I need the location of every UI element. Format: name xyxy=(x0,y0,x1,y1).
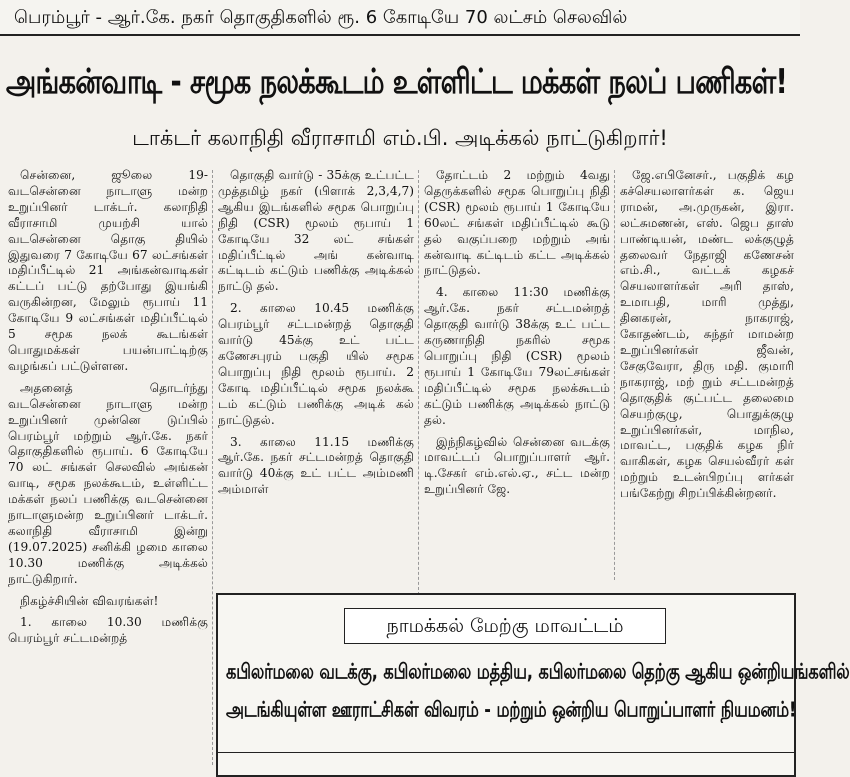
paragraph: 3. காலை 11.15 மணிக்கு ஆர்.கே. நகர் சட்டமன்றத் தொகுதி வார்டு 40க்கு உட் பட்ட அம்மணி அம்மாள் xyxy=(218,434,414,497)
paragraph: தொகுதி வார்டு - 35க்கு உட்பட்ட முத்தமிழ் நகர் (பிளாக் 2,3,4,7) ஆகிய இடங்களில் சமூக பொறுப்பு நிதி (CSR) மூலம் ரூபாய் 1 கோடியே 32 லட் சங்கள் மதிப்பீட்டில் அங் கன்வாடி கட்டிடம் கட்டும் பணிக்கு அடிக்கல் நாட்டு தல். xyxy=(218,168,414,294)
notice-continuation-strip xyxy=(218,752,794,775)
column-divider xyxy=(614,170,615,580)
headline: அங்கன்வாடி - சமூக நலக்கூடம் உள்ளிட்ட மக்கள் நலப் பணிகள்! xyxy=(6,63,788,102)
kicker-line: பெரம்பூர் - ஆர்.கே. நகர் தொகுதிகளில் ரூ. 6 கோடியே 70 லட்சம் செலவில் xyxy=(0,0,800,36)
paragraph: அதனைத் தொடர்ந்து வடசென்னை நாடாளு மன்ற உறுப்பினர் முன்னெ டுப்பில் பெரம்பூர் மற்றும் ஆர்.கே. நகர் தொகுதிகளில் ரூபாய். 6 கோடியே 70 லட் சங்கள் செலவில் அங்கன் வாடி, சமூக நலக்கூடம், உள்ளிட்ட மக்கள் நலப் பணிக்கு வடசென்னை நாடாளுமன்ற உறுப்பினர் டாக்டர். கலாநிதி வீராசாமி இன்று (19.07.2025) சனிக்கி ழமை காலை 10.30 மணிக்கு அடிக்கல் நாட்டுகிறார். xyxy=(8,380,208,586)
paragraph: ஜே.எபினேசர்., பகுதிக் கழ கச்செயலாளர்கள் க. ஜெய ராமன், அ.முருகன், இரா. லட்சுமணன், எஸ். ஜெப தாஸ் பாண்டியன், மண்ட லக்குழுத் தலைவர் நேதாஜி கணேசன் எம்.சி., வட்டக் கழகச் செயலாளர்கள் அரி தாஸ், உமாபதி, மாரி முத்து, தினகரன், நாகராஜ், கோதண்டம், சுந்தர் மாமன்ற உறுப்பினர்கள் ஜீவன், சேகுவேரா, திரு மதி. குமாரி நாகராஜ், மற் றும் சட்டமன்றத் தொகுதிக் குட்பட்ட தலைமை செயற்குழு, பொதுக்குழு உறுப்பினர்கள், மாநில, மாவட்ட, பகுதிக் கழக நிர் வாகிகள், கழக செயல்வீரர் கள் மற்றும் உடன்பிறப்பு ளர்கள் பங்கேற்று சிறப்பிக்கின்றனர். xyxy=(620,168,794,501)
paragraph: இந்நிகழ்வில் சென்னை வடக்கு மாவட்டப் பொறுப்பாளர் ஆர். டி.சேகர் எம்.எல்.ஏ., சட்ட மன்ற உறுப்பினர் ஜே. xyxy=(424,434,610,497)
paragraph: சென்னை, ஜூலை 19- வடசென்னை நாடாளு மன்ற உறுப்பினர் டாக்டர். கலாநிதி வீராசாமி முயற்சி யால் வடசென்னை தொகு தியில் இதுவரை 7 கோடியே 67 லட்சங்கள் மதிப்பீட்டில் 21 அங்கன்வாடிகள் கட்டப் பட்டு தற்போது இயங்கி வருகின்றன, மேலும் ரூபாய் 11 கோடியே 9 லட்சங்கள் மதிப்பீட்டில் 5 சமூக நலக் கூடங்கள் பொதுமக்கள் பயன்பாட்டிற்கு வழங்கப் பட்டுள்ளன. xyxy=(8,168,208,373)
notice-headline-1: கபிலர்மலை வடக்கு, கபிலர்மலை மத்திய, கபிலர்மலை தெற்கு ஆகிய ஒன்றியங்களில் xyxy=(226,659,850,684)
paragraph: 2. காலை 10.45 மணிக்கு பெரம்பூர் சட்டமன்றத் தொகுதி வார்டு 45க்கு உட் பட்ட கணேசபுரம் பகுதி யில் சமூக பொறுப்பு நிதி மூலம் ரூபாய். 2 கோடி மதிப்பீட்டில் சமூக நலக்கூ டம் கட்டும் பணிக்கு அடிக் கல் நாட்டுதல். xyxy=(218,301,414,427)
notice-title: நாமக்கல் மேற்கு மாவட்டம் xyxy=(344,608,666,644)
article-column-4 xyxy=(620,168,794,598)
notice-box xyxy=(216,593,850,777)
subheadline: டாக்டர் கலாநிதி வீராசாமி எம்.பி. அடிக்கல் நாட்டுகிறார்! xyxy=(132,126,668,150)
paragraph: 1. காலை 10.30 மணிக்கு பெரம்பூர் சட்டமன்றத் xyxy=(8,615,208,646)
article-column-3 xyxy=(424,168,610,608)
column-divider xyxy=(212,170,213,765)
article-column-1 xyxy=(8,168,208,768)
paragraph: நிகழ்ச்சியின் விவரங்கள்! xyxy=(20,593,159,608)
paragraph: தோட்டம் 2 மற்றும் 4வது தெருக்களில் சமூக பொறுப்பு நிதி (CSR) மூலம் ரூபாய் 1 கோடியே 60லட் சங்கள் மதிப்பீட்டில் கூடு தல் வகுப்பறை மற்றும் அங் கன்வாடி கட்டிடம் கட்ட அடிக்கல் நாட்டுதல். xyxy=(424,168,610,278)
notice-headline-2: அடங்கியுள்ள ஊராட்சிகள் விவரம் - மற்றும் ஒன்றிய பொறுப்பாளர் நியமனம்! xyxy=(226,697,797,722)
paragraph: 4. காலை 11:30 மணிக்கு ஆர்.கே. நகர் சட்டமன்றத் தொகுதி வார்டு 38க்கு உட் பட்ட கருணாநிதி நகரில் சமூக பொறுப்பு நிதி (CSR) மூலம் ரூபாய் 1 கோடியே 79லட்சங்கள் மதிப்பீட்டில் சமூக நலக்கூடம் கட்டும் பணிக்கு அடிக்கல் நாட்டு தல். xyxy=(424,285,610,427)
column-divider xyxy=(418,170,419,600)
